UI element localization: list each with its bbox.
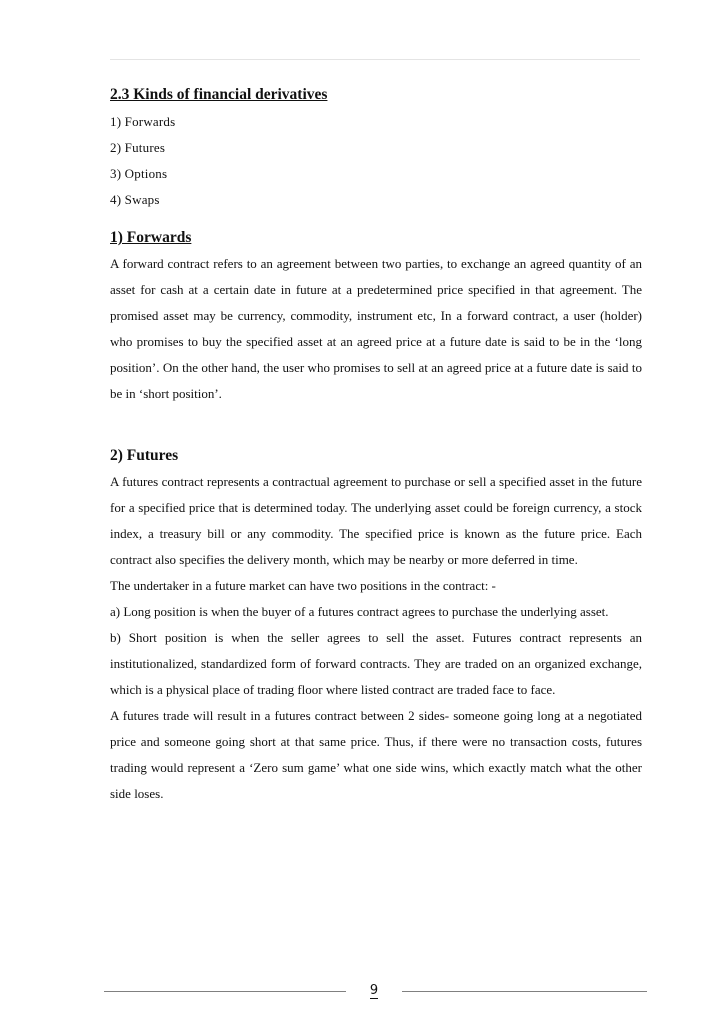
forwards-paragraph: A forward contract refers to an agreement between two parties, to exchange an agreed quantity of an asset for cash at a certain date in future at a predetermined price specified in that agreement. The promised asset may be currency, commodity, instrument etc, In a forward contract, a user (holder) who promises to buy the specified asset at an agreed price at a future date is said to be in the ‘long position’. On the other hand, the user who promises to sell at an agreed price at a future date is said to be in ‘short position’. bbox=[110, 256, 642, 401]
derivatives-list bbox=[110, 109, 642, 213]
forwards-heading: 1) Forwards bbox=[110, 229, 192, 246]
futures-paragraph: a) Long position is when the buyer of a futures contract agrees to purchase the underlying asset. bbox=[110, 604, 609, 619]
list-item: 2) Futures bbox=[110, 140, 166, 155]
page-content bbox=[110, 84, 642, 807]
futures-paragraph: A futures contract represents a contractual agreement to purchase or sell a specified asset in the future for a specified price that is determined today. The underlying asset could be foreign currency, a stock index, a treasury bill or any commodity. The specified price is known as the future price. Each contract also specifies the delivery month, which may be nearby or more deferred in time. bbox=[110, 474, 642, 567]
footer-rule-right bbox=[402, 991, 647, 992]
futures-paragraph: The undertaker in a future market can have two positions in the contract: - bbox=[110, 578, 496, 593]
page-number-text: 9 bbox=[369, 983, 379, 998]
futures-paragraph: b) Short position is when the seller agrees to sell the asset. Futures contract represents an institutionalized, standardized form of forward contracts. They are traded on an organized exchange, which is a physical place of trading floor where listed contract are traded face to face. bbox=[110, 630, 642, 697]
footer-rule-left bbox=[104, 991, 346, 992]
list-item: 1) Forwards bbox=[110, 114, 176, 129]
header-rule bbox=[110, 59, 640, 60]
list-item: 3) Options bbox=[110, 166, 168, 181]
section-heading: 2.3 Kinds of financial derivatives bbox=[110, 86, 328, 103]
futures-heading: 2) Futures bbox=[110, 447, 179, 464]
futures-paragraph: A futures trade will result in a futures contract between 2 sides- someone going long at a negotiated price and someone going short at that same price. Thus, if there were no transaction costs, futures trading would represent a ‘Zero sum game’ what one side wins, which exactly match what the other side loses. bbox=[110, 708, 642, 801]
list-item: 4) Swaps bbox=[110, 192, 160, 207]
page-number bbox=[346, 982, 402, 1000]
